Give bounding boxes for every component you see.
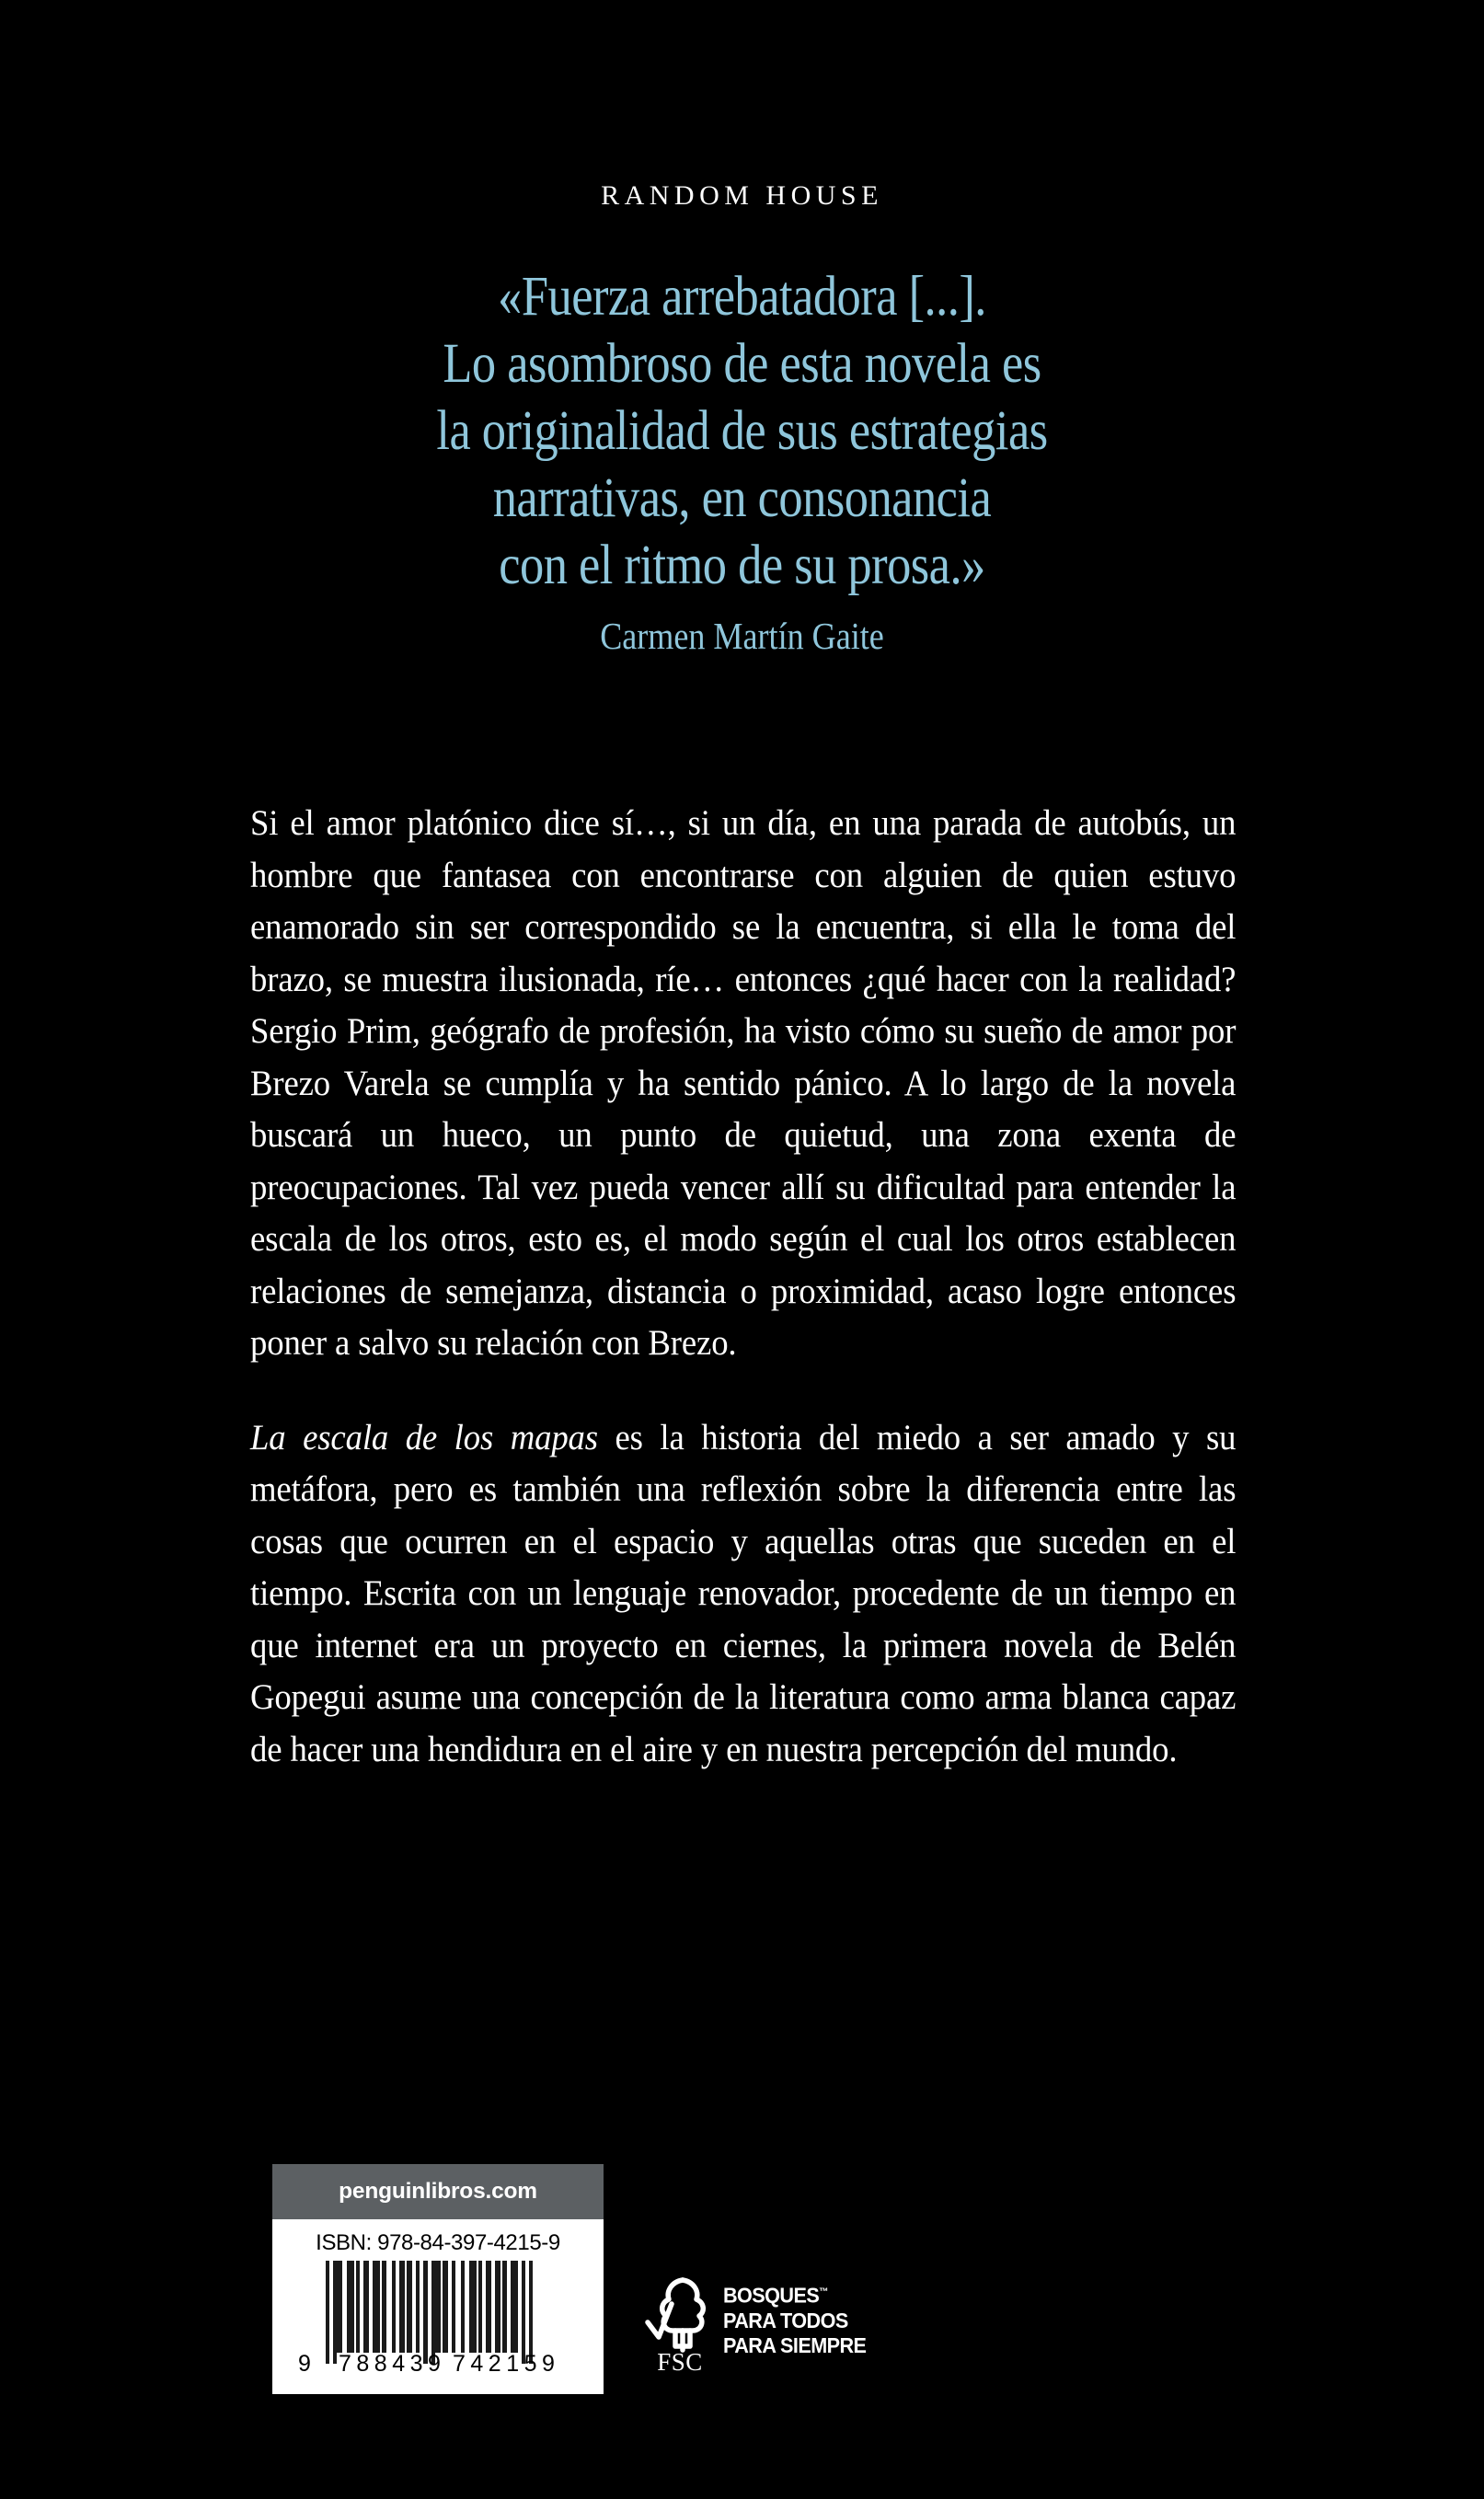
svg-text:FSC: FSC [657,2348,703,2374]
fsc-slogan-bosques: BOSQUES [723,2283,820,2308]
publisher-website-bar [272,2164,604,2219]
synopsis-paragraph-2-text: es la historia del miedo a ser amado y su metáfora, pero es también una reflexión sobre la diferencia entre las cosas que ocurren en el espacio y aquellas otras que suceden en el tiempo. Escrita con un lenguaje renovador, procedente de un tiempo en que internet era un proyecto en ciernes, la primera novela de Belén Gopegui asume una concepción de la literatura como arma blanca capaz de hacer una hendidura en el aire y en nuestra percepción del mundo. [250,1416,1237,1769]
barcode-block [272,2164,604,2394]
fsc-slogan-line-2: PARA TODOS [723,2308,848,2332]
publisher-imprint: RANDOM HOUSE [601,180,883,211]
publisher-website: penguinlibros.com [339,2179,537,2204]
barcode-bars [326,2261,563,2362]
fsc-logo [644,2271,883,2374]
quote-attribution: Carmen Martín Gaite [600,615,884,657]
quote-line: «Fuerza arrebatadora [...]. [498,266,986,328]
fsc-trademark-symbol: ™ [819,2286,828,2297]
fsc-tree-checkmark-icon [644,2271,716,2374]
ean-digits [272,2351,604,2378]
pull-quote [0,263,1484,660]
fsc-slogan-line-1 [723,2280,866,2309]
quote-line: Lo asombroso de esta novela es [443,333,1041,395]
isbn-label: ISBN: 978-84-397-4215-9 [316,2230,560,2255]
ean-first-digit: 9 [298,2351,312,2377]
ean-left-group: 788439 [339,2351,446,2377]
quote-line: narrativas, en consonancia [492,467,992,529]
ean-right-group: 742159 [453,2351,560,2377]
book-title: La escala de los mapas [250,1416,598,1457]
barcode-body [272,2219,604,2394]
synopsis [250,797,1237,1775]
synopsis-paragraph-2 [250,1411,1236,1776]
quote-line: la originalidad de sus estrategias [436,400,1048,462]
quote-line: con el ritmo de su prosa.» [499,535,985,596]
fsc-slogan-line-3: PARA SIEMPRE [723,2332,867,2357]
fsc-slogan [723,2280,866,2358]
synopsis-paragraph-1: Si el amor platónico dice sí…, si un día, en una parada de autobús, un hombre que fantasea con encontrarse con alguien de quien estuvo enamorado sin ser correspondido se la encuentra, si ella le toma del brazo, se muestra ilusionada, ríe… entonces ¿qué hacer con la realidad? Sergio Prim, geógrafo de profesión, ha visto cómo su sueño de amor por Brezo Varela se cumplía y ha sentido pánico. A lo largo de la novela buscará un hueco, un punto de quietud, una zona exenta de preocupaciones. Tal vez pueda vencer allí su dificultad para entender la escala de los otros, esto es, el modo según el cual los otros establecen relaciones de semejanza, distancia o proximidad, acaso logre entonces poner a salvo su relación con Brezo. [250,802,1237,1363]
